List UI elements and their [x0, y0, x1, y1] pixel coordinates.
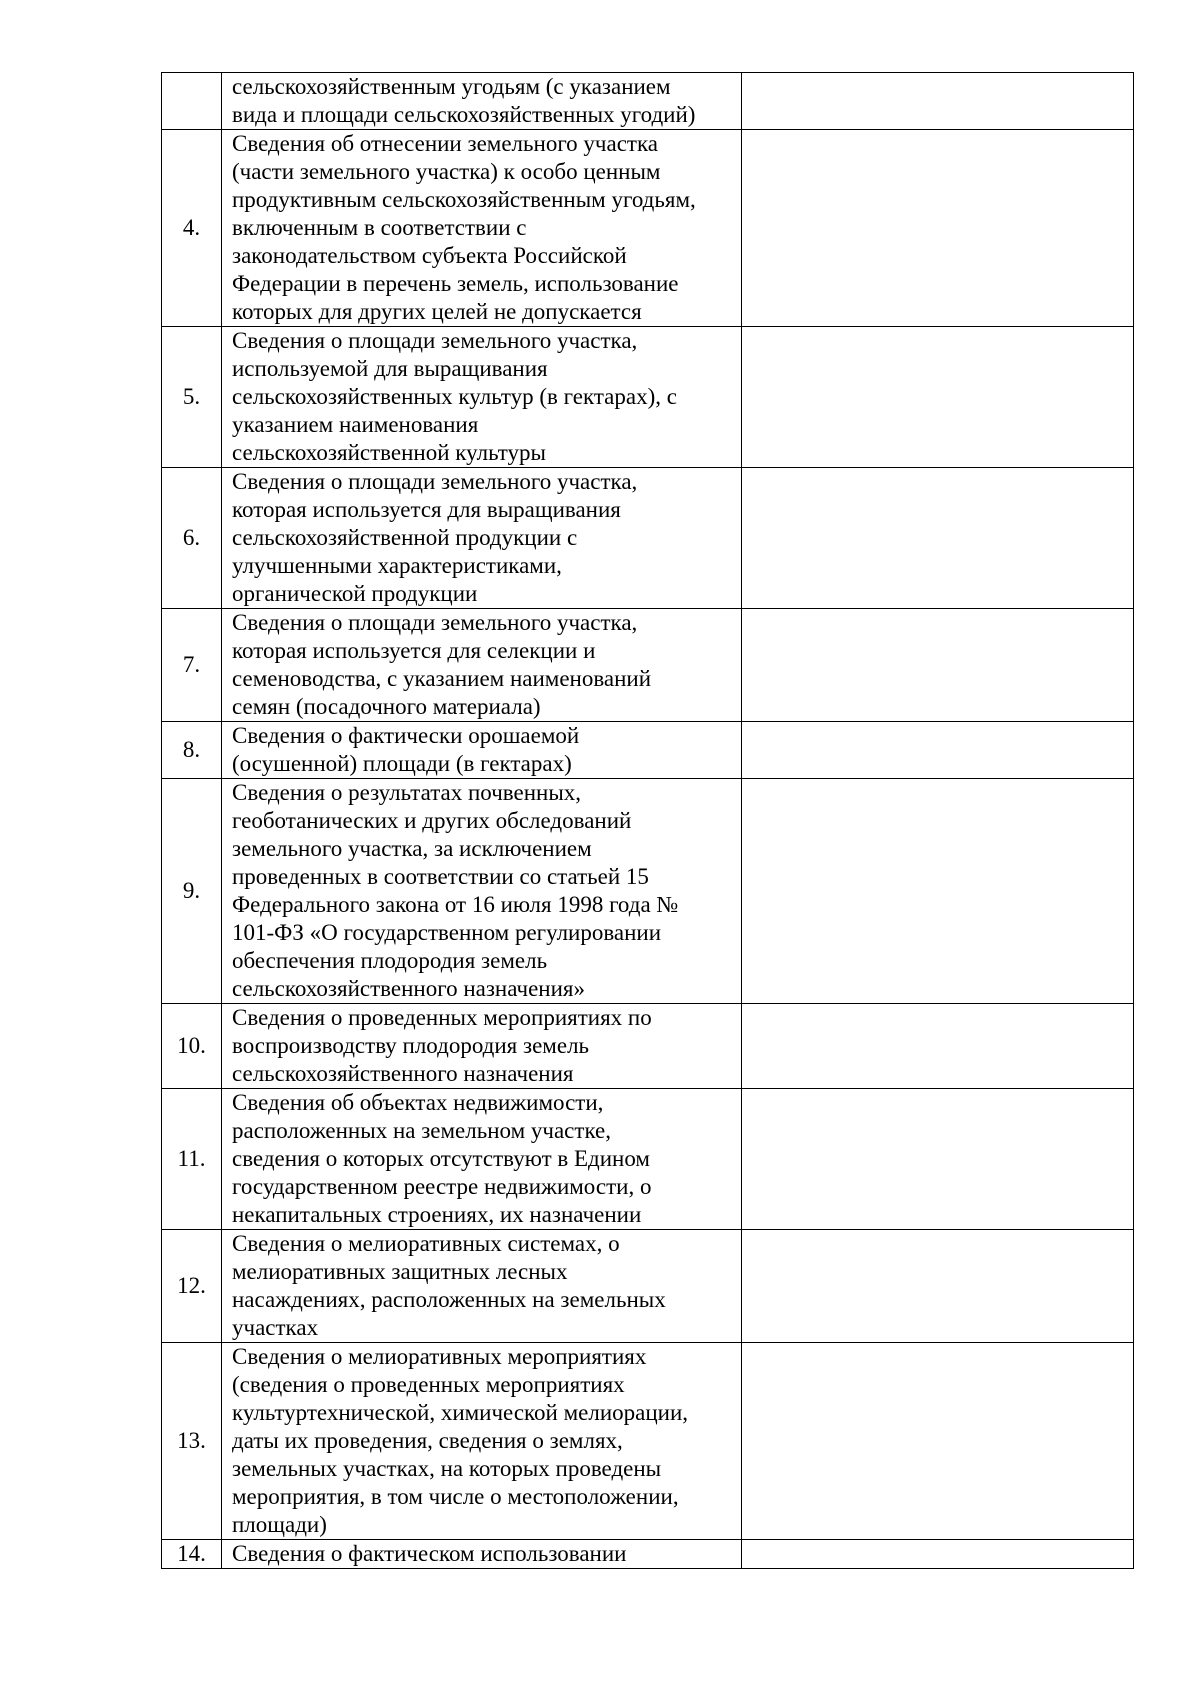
- description-line: мелиоративных защитных лесных: [232, 1259, 568, 1284]
- row-number: 9.: [162, 779, 222, 1004]
- row-description: [222, 468, 742, 609]
- table-row: [162, 1089, 1134, 1230]
- table-row: [162, 1343, 1134, 1540]
- description-line: которых для других целей не допускается: [232, 299, 642, 324]
- row-value-cell[interactable]: [742, 779, 1134, 1004]
- row-description: [222, 130, 742, 327]
- description-line: Сведения о результатах почвенных,: [232, 780, 582, 805]
- description-line: органической продукции: [232, 581, 478, 606]
- row-value-cell[interactable]: [742, 722, 1134, 779]
- row-description: [222, 327, 742, 468]
- description-line: сельскохозяйственного назначения: [232, 1061, 574, 1086]
- row-number: [162, 73, 222, 130]
- description-line: которая используется для выращивания: [232, 497, 621, 522]
- description-line: включенным в соответствии с: [232, 215, 527, 240]
- row-value-cell[interactable]: [742, 1343, 1134, 1540]
- row-description: [222, 779, 742, 1004]
- description-line: Сведения о фактически орошаемой: [232, 723, 580, 748]
- row-description: [222, 73, 742, 130]
- description-line: Сведения об отнесении земельного участка: [232, 131, 659, 156]
- table-row: [162, 722, 1134, 779]
- row-value-cell[interactable]: [742, 327, 1134, 468]
- description-line: (сведения о проведенных мероприятиях: [232, 1372, 625, 1397]
- description-line: (части земельного участка) к особо ценным: [232, 159, 661, 184]
- description-line: используемой для выращивания: [232, 356, 548, 381]
- description-line: Сведения об объектах недвижимости,: [232, 1090, 604, 1115]
- row-number: 12.: [162, 1230, 222, 1343]
- description-line: семеноводства, с указанием наименований: [232, 666, 652, 691]
- row-value-cell[interactable]: [742, 1540, 1134, 1569]
- description-line: указанием наименования: [232, 412, 479, 437]
- row-value-cell[interactable]: [742, 1089, 1134, 1230]
- description-line: Сведения о мелиоративных системах, о: [232, 1231, 620, 1256]
- description-line: сельскохозяйственной продукции с: [232, 525, 578, 550]
- row-number: 7.: [162, 609, 222, 722]
- description-line: культуртехнической, химической мелиорации,: [232, 1400, 689, 1425]
- description-line: Федерального закона от 16 июля 1998 года №: [232, 892, 679, 917]
- description-line: улучшенными характеристиками,: [232, 553, 562, 578]
- description-line: сельскохозяйственных культур (в гектарах), с: [232, 384, 677, 409]
- description-line: Сведения о площади земельного участка,: [232, 328, 638, 353]
- description-line: обеспечения плодородия земель: [232, 948, 548, 973]
- table-row: [162, 73, 1134, 130]
- table-row: [162, 327, 1134, 468]
- row-number: 13.: [162, 1343, 222, 1540]
- description-line: геоботанических и других обследований: [232, 808, 632, 833]
- table-row: [162, 1230, 1134, 1343]
- description-line: Сведения о мелиоративных мероприятиях: [232, 1344, 647, 1369]
- row-number: 10.: [162, 1004, 222, 1089]
- table-row: [162, 609, 1134, 722]
- row-description: [222, 1004, 742, 1089]
- row-value-cell[interactable]: [742, 1004, 1134, 1089]
- row-value-cell[interactable]: [742, 73, 1134, 130]
- row-number: 14.: [162, 1540, 222, 1569]
- row-description: [222, 1540, 742, 1569]
- description-line: земельных участках, на которых проведены: [232, 1456, 662, 1481]
- document-table: [161, 72, 1134, 1569]
- row-number: 8.: [162, 722, 222, 779]
- description-line: которая используется для селекции и: [232, 638, 596, 663]
- table-row: [162, 1004, 1134, 1089]
- row-value-cell[interactable]: [742, 468, 1134, 609]
- table-row: [162, 130, 1134, 327]
- table-row: [162, 468, 1134, 609]
- description-line: 101-ФЗ «О государственном регулировании: [232, 920, 662, 945]
- row-value-cell[interactable]: [742, 609, 1134, 722]
- description-line: некапитальных строениях, их назначении: [232, 1202, 642, 1227]
- description-line: воспроизводству плодородия земель: [232, 1033, 590, 1058]
- description-line: участках: [232, 1315, 319, 1340]
- description-line: продуктивным сельскохозяйственным угодьям,: [232, 187, 696, 212]
- description-line: Сведения о фактическом использовании: [232, 1541, 627, 1566]
- description-line: Сведения о проведенных мероприятиях по: [232, 1005, 652, 1030]
- description-line: насаждениях, расположенных на земельных: [232, 1287, 666, 1312]
- description-line: сельскохозяйственным угодьям (с указанием: [232, 74, 671, 99]
- description-line: проведенных в соответствии со статьей 15: [232, 864, 649, 889]
- row-number: 11.: [162, 1089, 222, 1230]
- row-value-cell[interactable]: [742, 130, 1134, 327]
- row-value-cell[interactable]: [742, 1230, 1134, 1343]
- description-line: земельного участка, за исключением: [232, 836, 592, 861]
- row-description: [222, 722, 742, 779]
- description-line: (осушенной) площади (в гектарах): [232, 751, 572, 776]
- row-description: [222, 1343, 742, 1540]
- row-number: 6.: [162, 468, 222, 609]
- description-line: государственном реестре недвижимости, о: [232, 1174, 652, 1199]
- description-line: семян (посадочного материала): [232, 694, 541, 719]
- description-line: Федерации в перечень земель, использование: [232, 271, 679, 296]
- description-line: площади): [232, 1512, 327, 1537]
- description-line: вида и площади сельскохозяйственных угодий): [232, 102, 696, 127]
- description-line: Сведения о площади земельного участка,: [232, 610, 638, 635]
- table-row: [162, 1540, 1134, 1569]
- description-line: сельскохозяйственной культуры: [232, 440, 546, 465]
- description-line: расположенных на земельном участке,: [232, 1118, 612, 1143]
- description-line: Сведения о площади земельного участка,: [232, 469, 638, 494]
- row-description: [222, 609, 742, 722]
- description-line: мероприятия, в том числе о местоположении,: [232, 1484, 679, 1509]
- row-number: 5.: [162, 327, 222, 468]
- description-line: сведения о которых отсутствуют в Едином: [232, 1146, 650, 1171]
- description-line: сельскохозяйственного назначения»: [232, 976, 585, 1001]
- row-number: 4.: [162, 130, 222, 327]
- description-line: даты их проведения, сведения о землях,: [232, 1428, 623, 1453]
- row-description: [222, 1230, 742, 1343]
- table-row: [162, 779, 1134, 1004]
- description-line: законодательством субъекта Российской: [232, 243, 627, 268]
- table-body: [162, 73, 1134, 1569]
- row-description: [222, 1089, 742, 1230]
